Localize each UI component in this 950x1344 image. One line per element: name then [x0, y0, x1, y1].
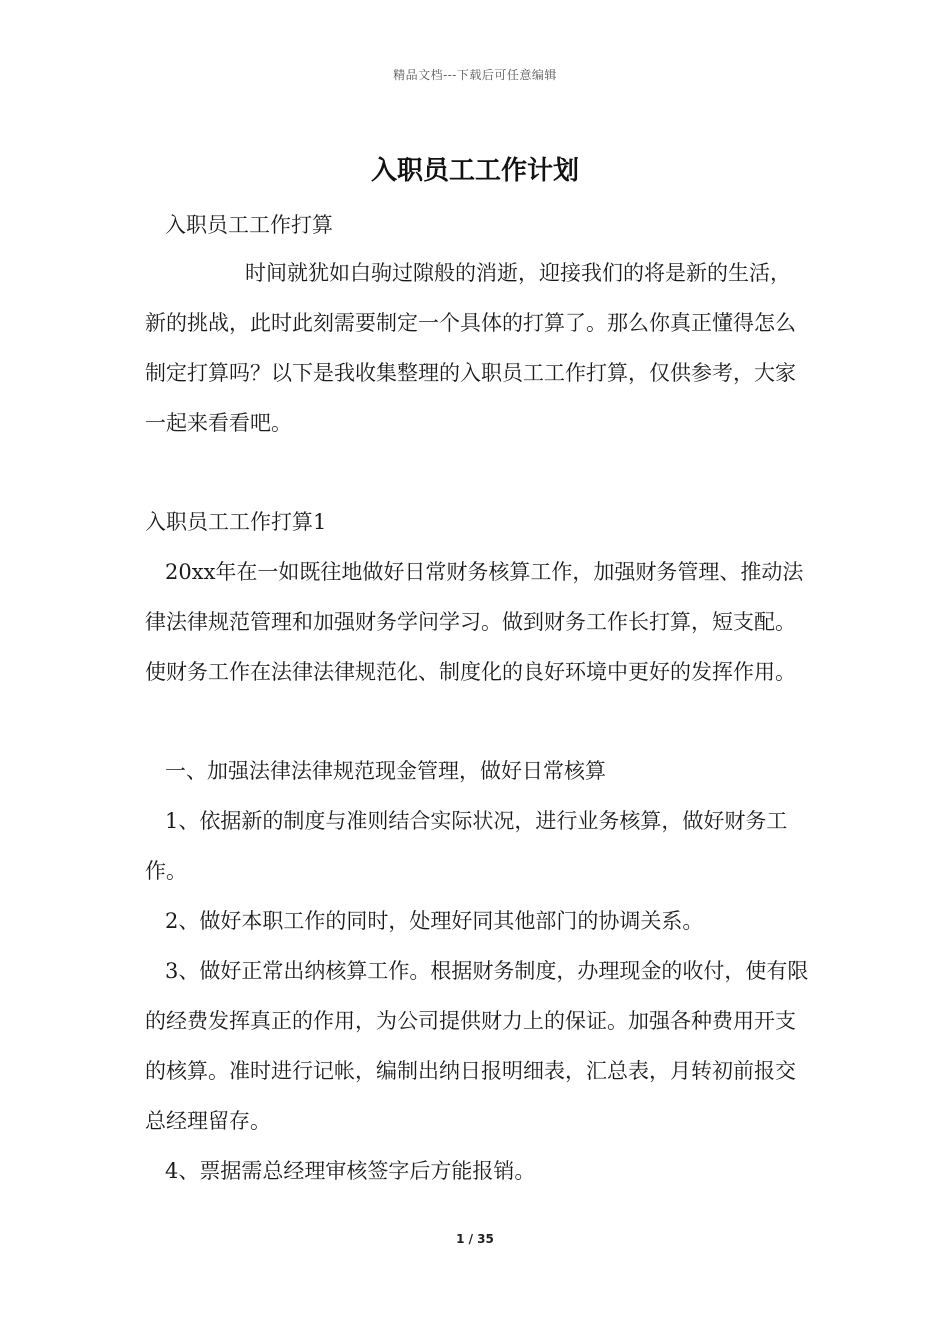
- list-item-2: 2、做好本职工作的同时，处理好同其他部门的协调关系。: [165, 909, 704, 933]
- list-item-3: 3、做好正常出纳核算工作。根据财务制度，办理现金的收付，使有限的经费发挥真正的作用，为公司提供财力上的保证。加强各种费用开支的核算。准时进行记帐，编制出纳日报明细表，汇总表，月转初前报交总经理留存。: [145, 959, 809, 1133]
- page-number: 1 / 35: [456, 1232, 494, 1246]
- paragraph-1: 20xx年在一如既往地做好日常财务核算工作，加强财务管理、推动法律法律规范管理和加强财务学问学习。做到财务工作长打算，短支配。使财务工作在法律法律规范化、制度化的良好环境中更好的发挥作用。: [145, 560, 804, 684]
- document-title: 入职员工工作计划: [370, 156, 579, 186]
- intro-paragraph: 时间就犹如白驹过隙般的消逝，迎接我们的将是新的生活，新的挑战，此时此刻需要制定一个具体的打算了。那么你真正懂得怎么制定打算吗？以下是我收集整理的入职员工工作打算，仅供参考，大家一起来看看吧。: [145, 261, 796, 435]
- item-heading: 一、加强法律法律规范现金管理，做好日常核算: [165, 759, 606, 783]
- list-item-1: 1、依据新的制度与准则结合实际状况，进行业务核算，做好财务工作。: [145, 809, 788, 883]
- document-subtitle: 入职员工工作打算: [165, 213, 333, 237]
- header-note: 精品文档---下载后可任意编辑: [393, 68, 557, 82]
- section-heading: 入职员工工作打算1: [145, 510, 327, 534]
- list-item-4: 4、票据需总经理审核签字后方能报销。: [165, 1159, 536, 1183]
